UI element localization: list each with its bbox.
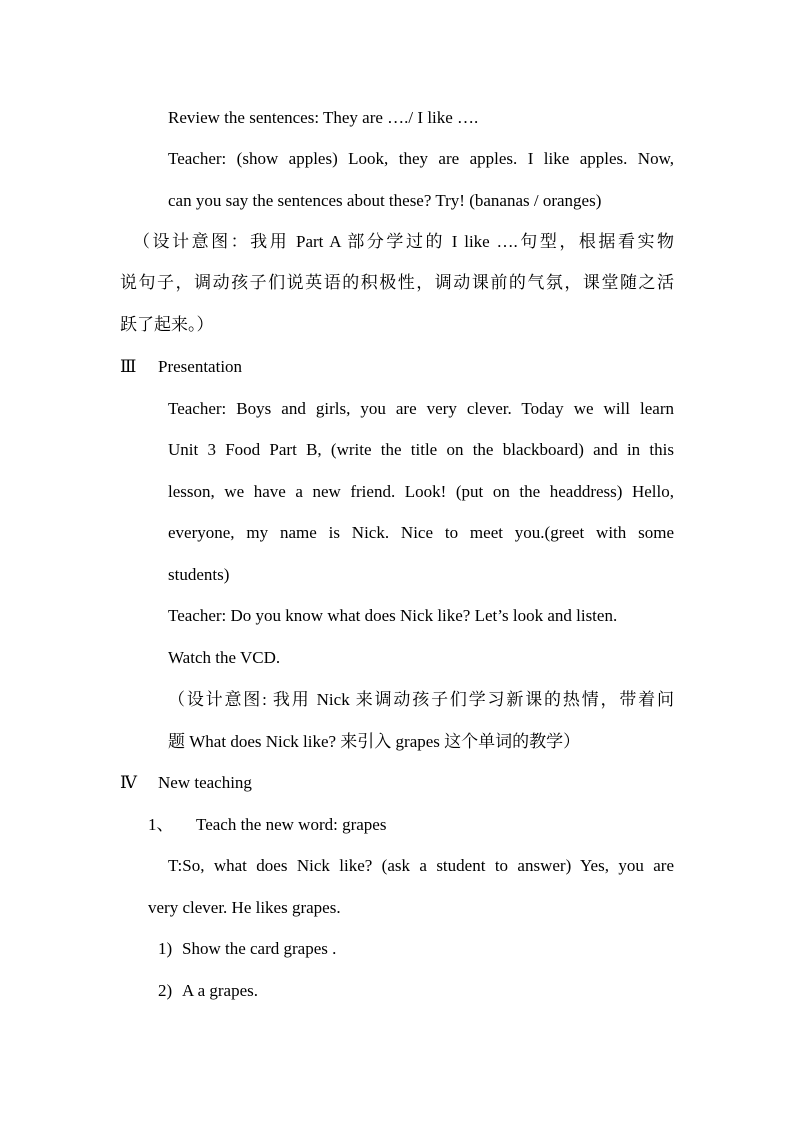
teaching-line-1: T:So, what does Nick like? (ask a student to answer) Yes, you are — [168, 856, 674, 875]
presentation-line-7: Watch the VCD. — [168, 648, 281, 667]
substep-text: A a grapes. — [182, 981, 259, 1000]
teaching-line-2: very clever. He likes grapes. — [148, 898, 341, 917]
design-note-2-line-2: 题 What does Nick like? 来引入 grapes 这个单词的教学） — [168, 732, 581, 751]
step-1-number: 1、 — [148, 815, 174, 834]
section-4-title: New teaching — [158, 773, 252, 792]
step-1-title: Teach the new word: grapes — [196, 815, 387, 834]
substep-number: 1) — [158, 939, 173, 958]
presentation-line-4: everyone, my name is Nick. Nice to meet you.(greet with some — [168, 523, 674, 542]
presentation-line-3: lesson, we have a new friend. Look! (put on the headdress) Hello, — [168, 482, 674, 501]
presentation-line-5: students) — [168, 565, 230, 584]
section-4-heading — [120, 773, 252, 793]
substep-text: Show the card grapes . — [182, 939, 337, 958]
design-note-1-line-1: （设计意图：我用 Part A 部分学过的 I like ….句型，根据看实物 — [133, 232, 674, 251]
presentation-line-1: Teacher: Boys and girls, you are very clever. Today we will learn — [168, 399, 674, 418]
presentation-line-6: Teacher: Do you know what does Nick like? Let’s look and listen. — [168, 606, 618, 625]
design-note-1-line-2: 说句子，调动孩子们说英语的积极性，调动课前的气氛，课堂随之活 — [120, 273, 674, 292]
design-note-2-line-1: （设计意图: 我用 Nick 来调动孩子们学习新课的热情，带着问 — [168, 690, 674, 709]
review-line-2: Teacher: (show apples) Look, they are apples. I like apples. Now, — [168, 149, 674, 168]
design-note-1-line-3: 跃了起来。） — [120, 315, 214, 334]
section-4-numeral: Ⅳ — [120, 773, 137, 792]
list-item — [158, 981, 258, 1001]
presentation-line-2: Unit 3 Food Part B, (write the title on the blackboard) and in this — [168, 440, 674, 459]
review-line-1: Review the sentences: They are …./ I like …. — [168, 108, 479, 127]
list-item — [158, 939, 336, 959]
step-1-heading — [148, 815, 386, 835]
section-3-numeral: Ⅲ — [120, 357, 137, 376]
substep-number: 2) — [158, 981, 173, 1000]
section-3-heading — [120, 357, 242, 377]
review-line-3: can you say the sentences about these? Try! (bananas / oranges) — [168, 191, 602, 210]
section-3-title: Presentation — [158, 357, 243, 376]
